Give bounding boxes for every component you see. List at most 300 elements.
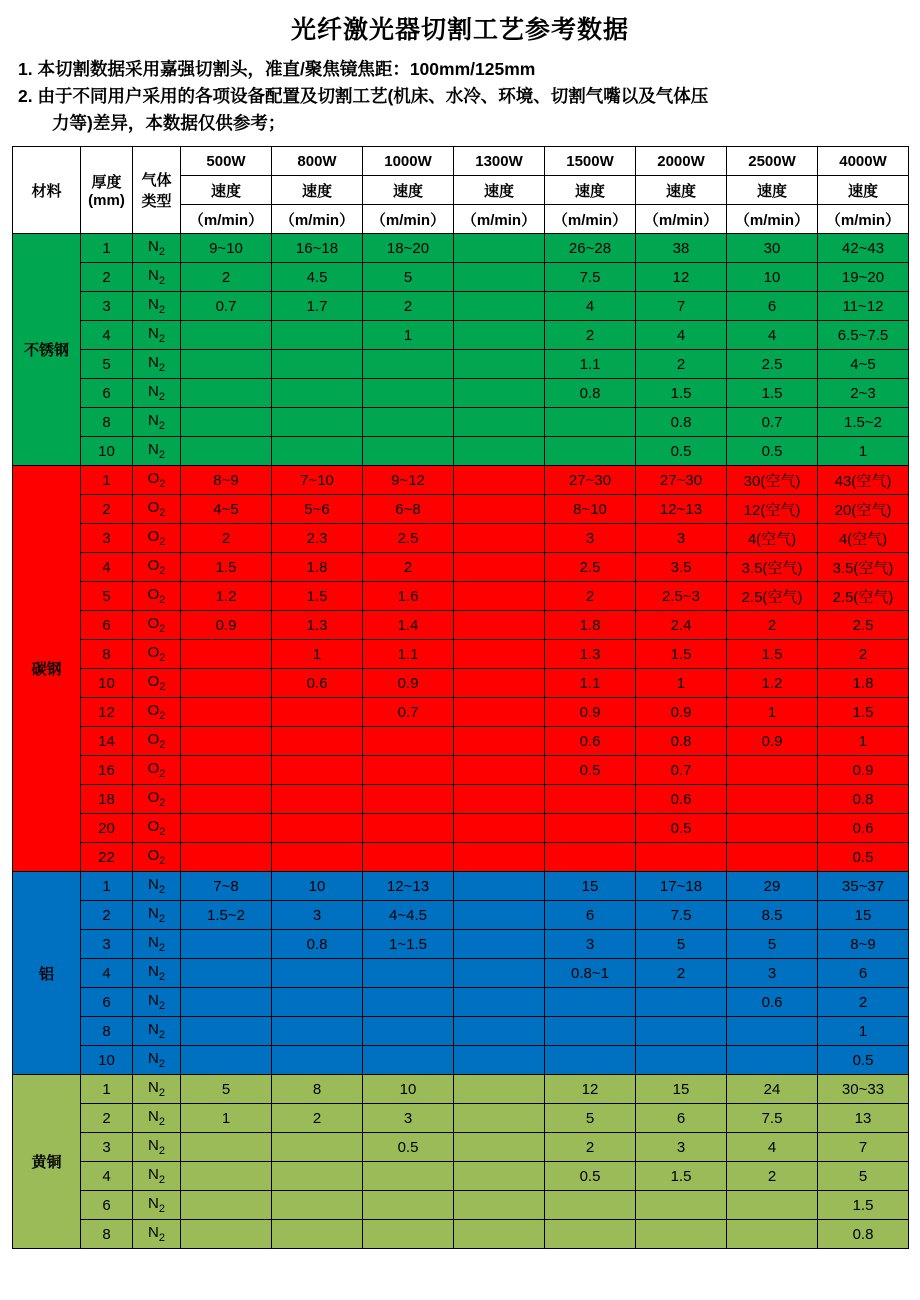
speed-cell-500w: [181, 669, 272, 698]
thickness-cell: 5: [81, 350, 133, 379]
table-row: [13, 843, 909, 872]
gas-type-cell: $N_2$: [133, 437, 181, 466]
speed-cell-800w: 10: [272, 872, 363, 901]
thickness-cell: 1: [81, 466, 133, 495]
speed-cell-500w: [181, 930, 272, 959]
speed-cell-2500w: 7.5: [727, 1104, 818, 1133]
speed-cell-1000w: [363, 814, 454, 843]
speed-cell-4000w: 1: [818, 437, 909, 466]
gas-type-cell: $N_2$: [133, 321, 181, 350]
speed-cell-2500w: 3: [727, 959, 818, 988]
speed-cell-2500w: 2: [727, 1162, 818, 1191]
gas-type-cell: $N_2$: [133, 379, 181, 408]
speed-cell-1500w: 1.1: [545, 350, 636, 379]
gas-type-cell: $N_2$: [133, 1191, 181, 1220]
speed-cell-1500w: 2: [545, 1133, 636, 1162]
gas-type-cell: $N_2$: [133, 292, 181, 321]
speed-cell-2500w: 8.5: [727, 901, 818, 930]
speed-cell-4000w: 15: [818, 901, 909, 930]
speed-cell-1500w: 6: [545, 901, 636, 930]
speed-cell-2500w: [727, 1191, 818, 1220]
speed-cell-1000w: 5: [363, 263, 454, 292]
speed-cell-2000w: 1.5: [636, 640, 727, 669]
speed-cell-4000w: 0.5: [818, 1046, 909, 1075]
speed-cell-2500w: [727, 1017, 818, 1046]
speed-cell-4000w: 1.5: [818, 698, 909, 727]
speed-cell-800w: 1.3: [272, 611, 363, 640]
header-unit-1300w: （m/min）: [454, 205, 545, 234]
speed-cell-4000w: 5: [818, 1162, 909, 1191]
speed-cell-2000w: 0.8: [636, 408, 727, 437]
thickness-cell: 1: [81, 872, 133, 901]
speed-cell-2000w: [636, 1220, 727, 1249]
speed-cell-1300w: [454, 408, 545, 437]
speed-cell-4000w: 0.8: [818, 1220, 909, 1249]
speed-cell-500w: [181, 379, 272, 408]
speed-cell-1000w: 0.5: [363, 1133, 454, 1162]
thickness-cell: 1: [81, 1075, 133, 1104]
speed-cell-1300w: [454, 263, 545, 292]
speed-cell-1000w: [363, 756, 454, 785]
table-row: [13, 1220, 909, 1249]
speed-cell-800w: [272, 1133, 363, 1162]
header-gas-line2: 类型: [141, 193, 172, 211]
speed-cell-800w: [272, 785, 363, 814]
header-speed-1000w: 速度: [363, 176, 454, 205]
speed-cell-800w: 16~18: [272, 234, 363, 263]
speed-cell-2000w: [636, 843, 727, 872]
thickness-cell: 4: [81, 553, 133, 582]
table-row: [13, 901, 909, 930]
speed-cell-2000w: 6: [636, 1104, 727, 1133]
speed-cell-500w: [181, 785, 272, 814]
table-row: [13, 1075, 909, 1104]
speed-cell-1300w: [454, 379, 545, 408]
speed-cell-4000w: 11~12: [818, 292, 909, 321]
speed-cell-1500w: [545, 1220, 636, 1249]
speed-cell-2000w: 2.4: [636, 611, 727, 640]
speed-cell-800w: [272, 350, 363, 379]
gas-type-cell: $O_2$: [133, 843, 181, 872]
header-gas-type: [133, 147, 181, 234]
gas-type-cell: $O_2$: [133, 582, 181, 611]
speed-cell-1500w: 15: [545, 872, 636, 901]
speed-cell-800w: [272, 437, 363, 466]
header-row-power: [13, 147, 909, 176]
header-power-800w: 800W: [272, 147, 363, 176]
gas-type-cell: $O_2$: [133, 495, 181, 524]
speed-cell-1300w: [454, 1191, 545, 1220]
speed-cell-1000w: 1.1: [363, 640, 454, 669]
speed-cell-1000w: 12~13: [363, 872, 454, 901]
speed-cell-1300w: [454, 1075, 545, 1104]
gas-type-cell: $O_2$: [133, 785, 181, 814]
header-unit-1000w: （m/min）: [363, 205, 454, 234]
speed-cell-1000w: 2: [363, 553, 454, 582]
speed-cell-2000w: 2: [636, 959, 727, 988]
header-power-2000w: 2000W: [636, 147, 727, 176]
speed-cell-2000w: 5: [636, 930, 727, 959]
speed-cell-800w: [272, 959, 363, 988]
header-power-1300w: 1300W: [454, 147, 545, 176]
speed-cell-1000w: [363, 408, 454, 437]
speed-cell-2500w: [727, 1220, 818, 1249]
speed-cell-1500w: 7.5: [545, 263, 636, 292]
gas-type-cell: $O_2$: [133, 553, 181, 582]
thickness-cell: 5: [81, 582, 133, 611]
speed-cell-1300w: [454, 292, 545, 321]
table-row: [13, 466, 909, 495]
speed-cell-1500w: [545, 843, 636, 872]
speed-cell-2500w: 30: [727, 234, 818, 263]
speed-cell-500w: [181, 1191, 272, 1220]
note-line-2: 2. 由于不同用户采用的各项设备配置及切割工艺(机床、水冷、环境、切割气嘴以及气体压: [18, 86, 709, 107]
speed-cell-1300w: [454, 524, 545, 553]
table-row: [13, 1017, 909, 1046]
thickness-cell: 4: [81, 321, 133, 350]
speed-cell-4000w: 0.5: [818, 843, 909, 872]
speed-cell-1300w: [454, 553, 545, 582]
speed-cell-4000w: 0.6: [818, 814, 909, 843]
speed-cell-500w: [181, 988, 272, 1017]
table-row: [13, 408, 909, 437]
speed-cell-800w: 5~6: [272, 495, 363, 524]
thickness-cell: 8: [81, 640, 133, 669]
speed-cell-4000w: 2~3: [818, 379, 909, 408]
header-speed-2500w: 速度: [727, 176, 818, 205]
speed-cell-1300w: [454, 1104, 545, 1133]
speed-cell-500w: 2: [181, 524, 272, 553]
speed-cell-2500w: [727, 814, 818, 843]
speed-cell-1300w: [454, 582, 545, 611]
speed-cell-1300w: [454, 466, 545, 495]
gas-type-cell: $N_2$: [133, 234, 181, 263]
speed-cell-800w: 3: [272, 901, 363, 930]
speed-cell-1500w: 2.5: [545, 553, 636, 582]
speed-cell-500w: [181, 814, 272, 843]
table-row: [13, 988, 909, 1017]
thickness-cell: 16: [81, 756, 133, 785]
thickness-cell: 4: [81, 959, 133, 988]
header-unit-500w: （m/min）: [181, 205, 272, 234]
table-row: [13, 756, 909, 785]
speed-cell-1500w: 2: [545, 582, 636, 611]
table-row: [13, 959, 909, 988]
table-row: [13, 814, 909, 843]
speed-cell-1500w: 1.1: [545, 669, 636, 698]
speed-cell-2000w: 15: [636, 1075, 727, 1104]
notes-block: [12, 56, 908, 137]
speed-cell-1500w: [545, 988, 636, 1017]
thickness-cell: 18: [81, 785, 133, 814]
gas-type-cell: $O_2$: [133, 611, 181, 640]
speed-cell-800w: 2.3: [272, 524, 363, 553]
speed-cell-4000w: 7: [818, 1133, 909, 1162]
speed-cell-4000w: 30~33: [818, 1075, 909, 1104]
speed-cell-2500w: 2: [727, 611, 818, 640]
speed-cell-800w: [272, 1017, 363, 1046]
speed-cell-500w: [181, 698, 272, 727]
header-gas-line1: 气体: [141, 172, 172, 190]
speed-cell-500w: 5: [181, 1075, 272, 1104]
header-speed-1300w: 速度: [454, 176, 545, 205]
speed-cell-2000w: 3.5: [636, 553, 727, 582]
speed-cell-1000w: [363, 785, 454, 814]
speed-cell-800w: [272, 988, 363, 1017]
gas-type-cell: $O_2$: [133, 698, 181, 727]
table-row: [13, 1133, 909, 1162]
speed-cell-500w: [181, 1017, 272, 1046]
speed-cell-1300w: [454, 437, 545, 466]
speed-cell-2000w: 0.5: [636, 814, 727, 843]
note-line-1: 1. 本切割数据采用嘉强切割头，准直/聚焦镜焦距：100mm/125mm: [18, 59, 536, 79]
header-unit-1500w: （m/min）: [545, 205, 636, 234]
speed-cell-1000w: 18~20: [363, 234, 454, 263]
speed-cell-2500w: 10: [727, 263, 818, 292]
speed-cell-2000w: 1.5: [636, 379, 727, 408]
speed-cell-1500w: 12: [545, 1075, 636, 1104]
speed-cell-1000w: [363, 1220, 454, 1249]
speed-cell-1300w: [454, 234, 545, 263]
speed-cell-500w: [181, 408, 272, 437]
speed-cell-800w: [272, 321, 363, 350]
speed-cell-2000w: 17~18: [636, 872, 727, 901]
table-row: [13, 1191, 909, 1220]
speed-cell-2000w: 12: [636, 263, 727, 292]
thickness-cell: 22: [81, 843, 133, 872]
speed-cell-2500w: 6: [727, 292, 818, 321]
speed-cell-500w: 1: [181, 1104, 272, 1133]
speed-cell-4000w: 6.5~7.5: [818, 321, 909, 350]
speed-cell-1300w: [454, 843, 545, 872]
speed-cell-1500w: [545, 437, 636, 466]
speed-cell-1300w: [454, 901, 545, 930]
speed-cell-1000w: [363, 843, 454, 872]
table-row: [13, 379, 909, 408]
speed-cell-2500w: 5: [727, 930, 818, 959]
table-row: [13, 321, 909, 350]
speed-cell-4000w: 35~37: [818, 872, 909, 901]
speed-cell-1500w: 1.8: [545, 611, 636, 640]
speed-cell-800w: [272, 756, 363, 785]
speed-cell-2000w: 12~13: [636, 495, 727, 524]
speed-cell-800w: [272, 698, 363, 727]
speed-cell-4000w: 2.5: [818, 611, 909, 640]
speed-cell-500w: 1.5~2: [181, 901, 272, 930]
thickness-cell: 6: [81, 611, 133, 640]
speed-cell-2500w: [727, 843, 818, 872]
speed-cell-500w: 4~5: [181, 495, 272, 524]
speed-cell-1300w: [454, 698, 545, 727]
speed-cell-2000w: 27~30: [636, 466, 727, 495]
speed-cell-1500w: [545, 1046, 636, 1075]
table-row: [13, 1162, 909, 1191]
table-row: [13, 553, 909, 582]
speed-cell-1300w: [454, 350, 545, 379]
speed-cell-800w: 8: [272, 1075, 363, 1104]
speed-cell-500w: [181, 756, 272, 785]
speed-cell-2000w: 0.9: [636, 698, 727, 727]
speed-cell-1500w: 5: [545, 1104, 636, 1133]
table-row: [13, 872, 909, 901]
speed-cell-800w: 4.5: [272, 263, 363, 292]
gas-type-cell: $N_2$: [133, 1017, 181, 1046]
speed-cell-1000w: [363, 727, 454, 756]
gas-type-cell: $O_2$: [133, 669, 181, 698]
speed-cell-2000w: 1: [636, 669, 727, 698]
speed-cell-1500w: 4: [545, 292, 636, 321]
speed-cell-2500w: 1.5: [727, 640, 818, 669]
speed-cell-1000w: [363, 1162, 454, 1191]
table-row: [13, 785, 909, 814]
speed-cell-1300w: [454, 611, 545, 640]
speed-cell-1300w: [454, 1133, 545, 1162]
speed-cell-1500w: 0.5: [545, 756, 636, 785]
speed-cell-1300w: [454, 756, 545, 785]
table-row: [13, 1104, 909, 1133]
speed-cell-800w: [272, 1162, 363, 1191]
speed-cell-2500w: 2.5(空气): [727, 582, 818, 611]
speed-cell-1300w: [454, 872, 545, 901]
speed-cell-2500w: [727, 1046, 818, 1075]
speed-cell-500w: 0.7: [181, 292, 272, 321]
speed-cell-4000w: 19~20: [818, 263, 909, 292]
speed-cell-1000w: 0.7: [363, 698, 454, 727]
speed-cell-1300w: [454, 669, 545, 698]
material-cell: 碳钢: [13, 466, 81, 872]
speed-cell-1500w: 8~10: [545, 495, 636, 524]
speed-cell-4000w: 4~5: [818, 350, 909, 379]
thickness-cell: 10: [81, 669, 133, 698]
header-unit-2500w: （m/min）: [727, 205, 818, 234]
thickness-cell: 3: [81, 930, 133, 959]
speed-cell-4000w: 2: [818, 640, 909, 669]
speed-cell-2500w: [727, 785, 818, 814]
speed-cell-1000w: 2.5: [363, 524, 454, 553]
speed-cell-500w: [181, 1133, 272, 1162]
speed-cell-1500w: 0.8~1: [545, 959, 636, 988]
speed-cell-500w: 7~8: [181, 872, 272, 901]
thickness-cell: 3: [81, 292, 133, 321]
gas-type-cell: $N_2$: [133, 408, 181, 437]
cutting-parameters-table: [12, 146, 909, 1249]
speed-cell-2000w: [636, 1017, 727, 1046]
speed-cell-2000w: 0.5: [636, 437, 727, 466]
table-row: [13, 727, 909, 756]
thickness-cell: 2: [81, 901, 133, 930]
header-speed-500w: 速度: [181, 176, 272, 205]
speed-cell-1300w: [454, 785, 545, 814]
thickness-cell: 8: [81, 1017, 133, 1046]
gas-type-cell: $O_2$: [133, 466, 181, 495]
table-header: [13, 147, 909, 234]
thickness-cell: 4: [81, 1162, 133, 1191]
gas-type-cell: $N_2$: [133, 901, 181, 930]
thickness-cell: 14: [81, 727, 133, 756]
header-unit-2000w: （m/min）: [636, 205, 727, 234]
speed-cell-4000w: 1: [818, 1017, 909, 1046]
speed-cell-2500w: 0.7: [727, 408, 818, 437]
speed-cell-500w: [181, 959, 272, 988]
speed-cell-2000w: [636, 988, 727, 1017]
speed-cell-2000w: 1.5: [636, 1162, 727, 1191]
thickness-cell: 3: [81, 1133, 133, 1162]
speed-cell-1000w: 4~4.5: [363, 901, 454, 930]
gas-type-cell: $O_2$: [133, 640, 181, 669]
speed-cell-2500w: 1: [727, 698, 818, 727]
speed-cell-1300w: [454, 1162, 545, 1191]
speed-cell-1300w: [454, 959, 545, 988]
speed-cell-2500w: [727, 756, 818, 785]
header-speed-4000w: 速度: [818, 176, 909, 205]
gas-type-cell: $O_2$: [133, 814, 181, 843]
speed-cell-800w: [272, 408, 363, 437]
speed-cell-1500w: 27~30: [545, 466, 636, 495]
speed-cell-800w: 1.5: [272, 582, 363, 611]
speed-cell-1000w: 1~1.5: [363, 930, 454, 959]
speed-cell-2000w: 7: [636, 292, 727, 321]
thickness-cell: 6: [81, 988, 133, 1017]
page-title: 光纤激光器切割工艺参考数据: [290, 16, 629, 44]
thickness-cell: 2: [81, 1104, 133, 1133]
speed-cell-500w: [181, 843, 272, 872]
material-cell: 不锈钢: [13, 234, 81, 466]
speed-cell-1500w: 0.5: [545, 1162, 636, 1191]
table-row: [13, 930, 909, 959]
speed-cell-4000w: 43(空气): [818, 466, 909, 495]
speed-cell-800w: [272, 814, 363, 843]
header-power-4000w: 4000W: [818, 147, 909, 176]
speed-cell-800w: 0.6: [272, 669, 363, 698]
speed-cell-2000w: 0.8: [636, 727, 727, 756]
gas-type-cell: $N_2$: [133, 1133, 181, 1162]
speed-cell-800w: 2: [272, 1104, 363, 1133]
gas-type-cell: $N_2$: [133, 1046, 181, 1075]
speed-cell-1500w: [545, 785, 636, 814]
speed-cell-4000w: 0.9: [818, 756, 909, 785]
speed-cell-1500w: 1.3: [545, 640, 636, 669]
speed-cell-1500w: 0.8: [545, 379, 636, 408]
speed-cell-1000w: 0.9: [363, 669, 454, 698]
speed-cell-800w: 1: [272, 640, 363, 669]
speed-cell-500w: 2: [181, 263, 272, 292]
table-row: [13, 437, 909, 466]
speed-cell-500w: [181, 437, 272, 466]
speed-cell-2500w: 30(空气): [727, 466, 818, 495]
table-row: [13, 234, 909, 263]
speed-cell-500w: [181, 1046, 272, 1075]
speed-cell-4000w: 0.8: [818, 785, 909, 814]
speed-cell-500w: 9~10: [181, 234, 272, 263]
speed-cell-2000w: 2: [636, 350, 727, 379]
speed-cell-2000w: 0.6: [636, 785, 727, 814]
table-row: [13, 1046, 909, 1075]
material-cell: 黄铜: [13, 1075, 81, 1249]
table-body: [13, 234, 909, 1249]
table-row: [13, 263, 909, 292]
speed-cell-2500w: 1.2: [727, 669, 818, 698]
thickness-cell: 8: [81, 408, 133, 437]
speed-cell-1000w: [363, 959, 454, 988]
header-speed-800w: 速度: [272, 176, 363, 205]
header-power-1000w: 1000W: [363, 147, 454, 176]
speed-cell-500w: [181, 727, 272, 756]
header-thickness-line2: (mm): [88, 192, 125, 210]
gas-type-cell: $O_2$: [133, 727, 181, 756]
speed-cell-2000w: 0.7: [636, 756, 727, 785]
speed-cell-1000w: [363, 350, 454, 379]
gas-type-cell: $N_2$: [133, 1220, 181, 1249]
